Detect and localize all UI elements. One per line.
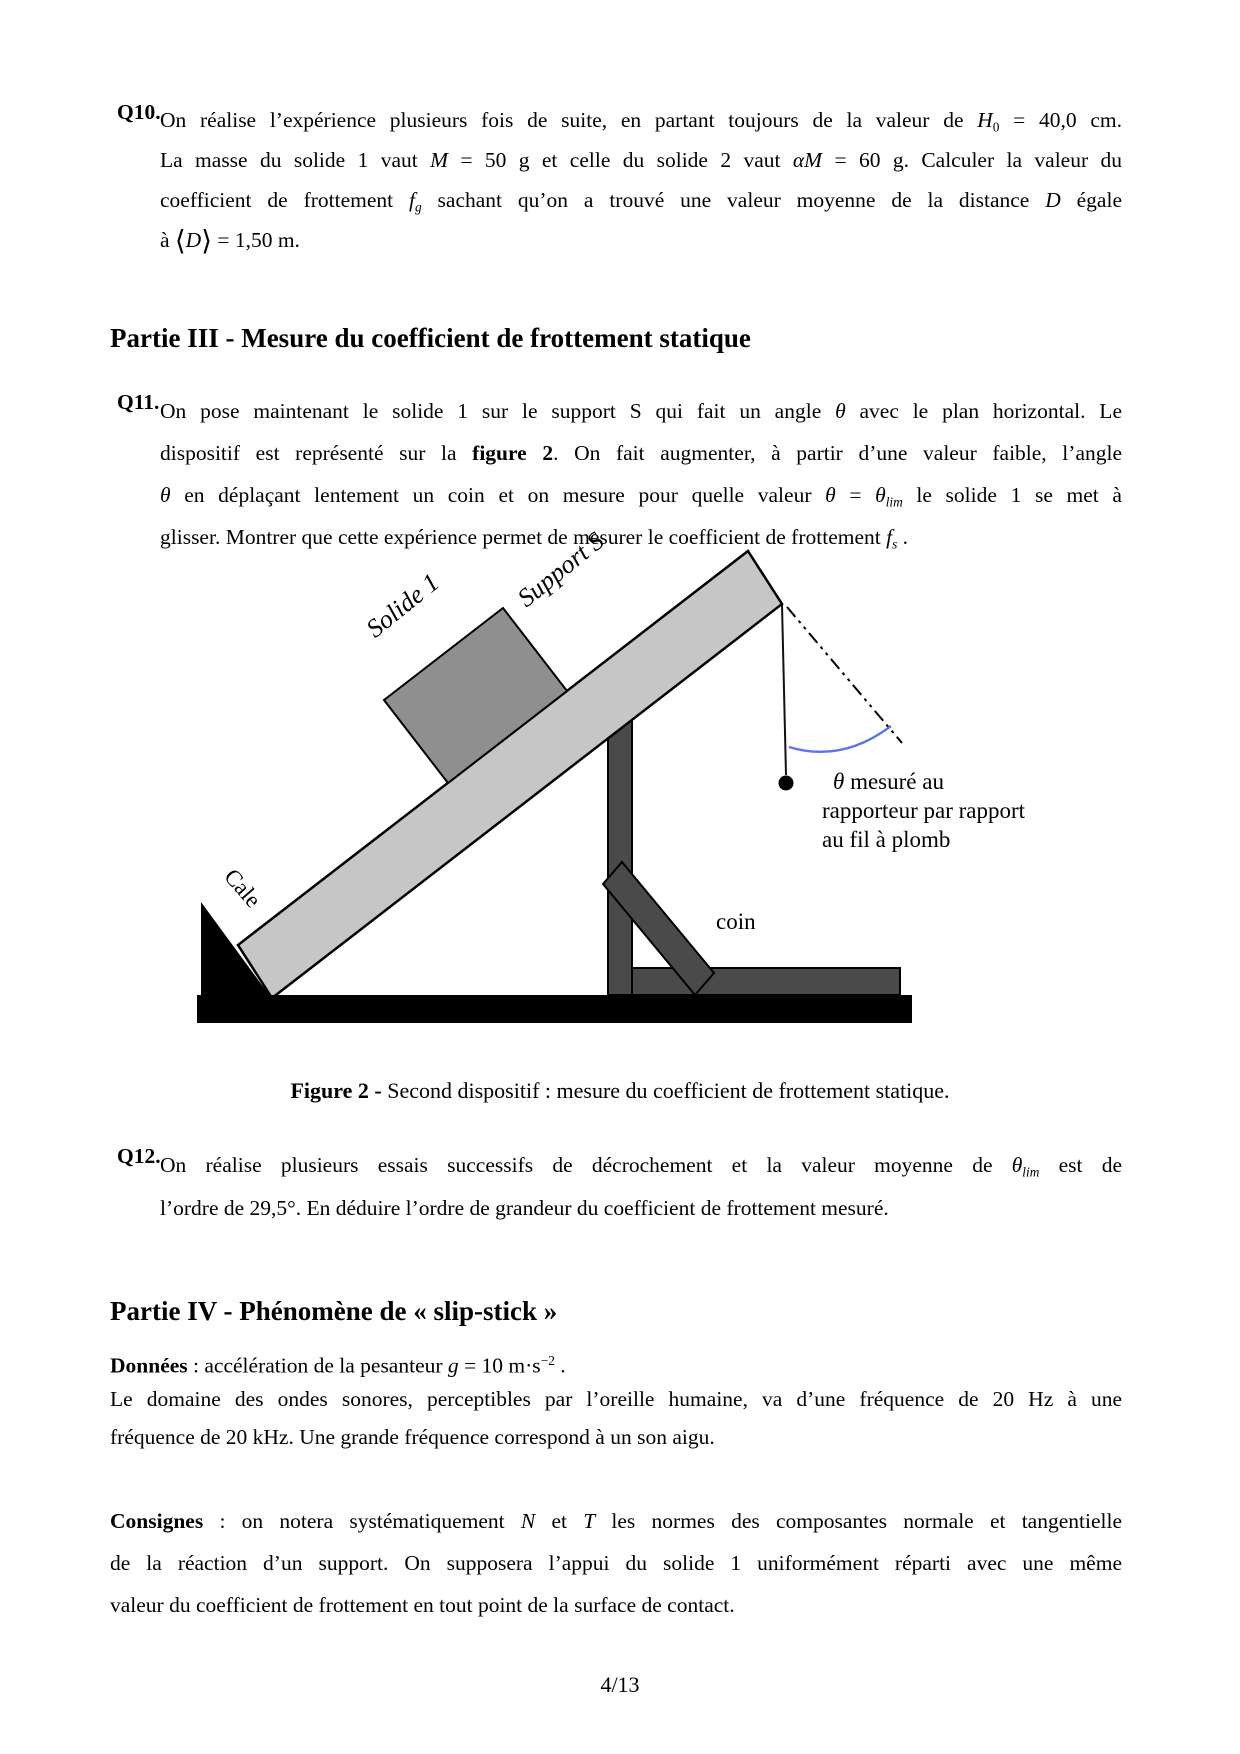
text-line: On réalise plusieurs essais successifs de décrochement et la valeur moyenne de $\theta_{lim}$ est de	[160, 1153, 1122, 1180]
support-post	[608, 716, 632, 995]
question-label: Q12.	[117, 1144, 161, 1168]
text-line: On réalise l’expérience plusieurs fois de suite, en partant toujours de la valeur de $H_0 = 40,0$ cm.	[160, 108, 1122, 135]
text-line: à ⟨D⟩ = 1,50 m.	[160, 224, 300, 256]
text-line: coefficient de frottement $f_g$ sachant qu’on a trouvé une valeur moyenne de la distance D égale	[160, 188, 1122, 215]
text-line: dispositif est représenté sur la figure 2. On fait augmenter, à partir d’une valeur faible, l’angle	[160, 441, 1122, 465]
label-solide1: Solide 1	[360, 567, 445, 644]
theta-angle-arc	[789, 726, 891, 752]
question-body	[160, 100, 1122, 260]
text-line: Données : accélération de la pesanteur g = 10 $m\cdot s^{-2}$ .	[110, 1353, 566, 1378]
theta-note-line3: au fil à plomb	[822, 827, 951, 852]
page-number: 4/13	[600, 1672, 640, 1697]
plumb-bob	[779, 776, 794, 791]
figure-2-diagram	[180, 520, 1060, 1040]
question-body	[160, 1144, 1122, 1230]
figure-caption	[0, 1076, 1240, 1106]
text-line: La masse du solide 1 vaut M = 50 g et celle du solide 2 vaut αM = 60 g. Calculer la valeur du	[160, 148, 1122, 172]
label-coin: coin	[716, 909, 756, 934]
theta-note-line2: rapporteur par rapport	[822, 798, 1026, 823]
label-support-s: Support S	[511, 526, 610, 613]
donnees-paragraph	[110, 1342, 1122, 1456]
text-line: fréquence de 20 kHz. Une grande fréquence correspond à un son aigu.	[110, 1425, 715, 1449]
plumb-line	[782, 605, 786, 775]
text-line: On pose maintenant le solide 1 sur le support S qui fait un angle θ avec le plan horizontal. Le	[160, 399, 1122, 423]
figure-caption-text: Second dispositif : mesure du coefficient de frottement statique.	[387, 1078, 950, 1103]
label-cale: Cale	[219, 863, 266, 913]
consignes-paragraph	[110, 1500, 1122, 1626]
text-line: θ en déplaçant lentement un coin et on mesure pour quelle valeur $\theta = \theta_{lim}$ le solide 1 se met à	[160, 483, 1122, 510]
horizontal-bar	[632, 968, 900, 995]
figure-caption-label: Figure 2 -	[290, 1078, 388, 1103]
incline-dashdot-line	[787, 607, 902, 743]
text-line: Consignes : on notera systématiquement N et T les normes des composantes normale et tangentielle	[110, 1509, 1122, 1533]
question-q10	[117, 100, 1122, 260]
text-line: l’ordre de 29,5°. En déduire l’ordre de grandeur du coefficient de frottement mesuré.	[160, 1196, 889, 1220]
question-q12	[117, 1144, 1122, 1230]
ground-bar	[197, 995, 912, 1023]
text-line: de la réaction d’un support. On supposera l’appui du solide 1 uniformément réparti avec une même	[110, 1551, 1122, 1575]
theta-note-line1: θ mesuré au	[833, 769, 944, 794]
question-label: Q10.	[117, 100, 161, 124]
section-heading-part4: Partie IV - Phénomène de « slip-stick »	[110, 1296, 558, 1326]
question-label: Q11.	[117, 390, 160, 414]
section-heading-part3: Partie III - Mesure du coefficient de frottement statique	[110, 323, 751, 353]
text-line: valeur du coefficient de frottement en tout point de la surface de contact.	[110, 1593, 735, 1617]
text-line: Le domaine des ondes sonores, perceptibles par l’oreille humaine, va d’une fréquence de 20 Hz à une	[110, 1387, 1122, 1411]
text-line: glisser. Montrer que cette expérience permet de mesurer le coefficient de frottement $f_s$ .	[160, 525, 909, 552]
